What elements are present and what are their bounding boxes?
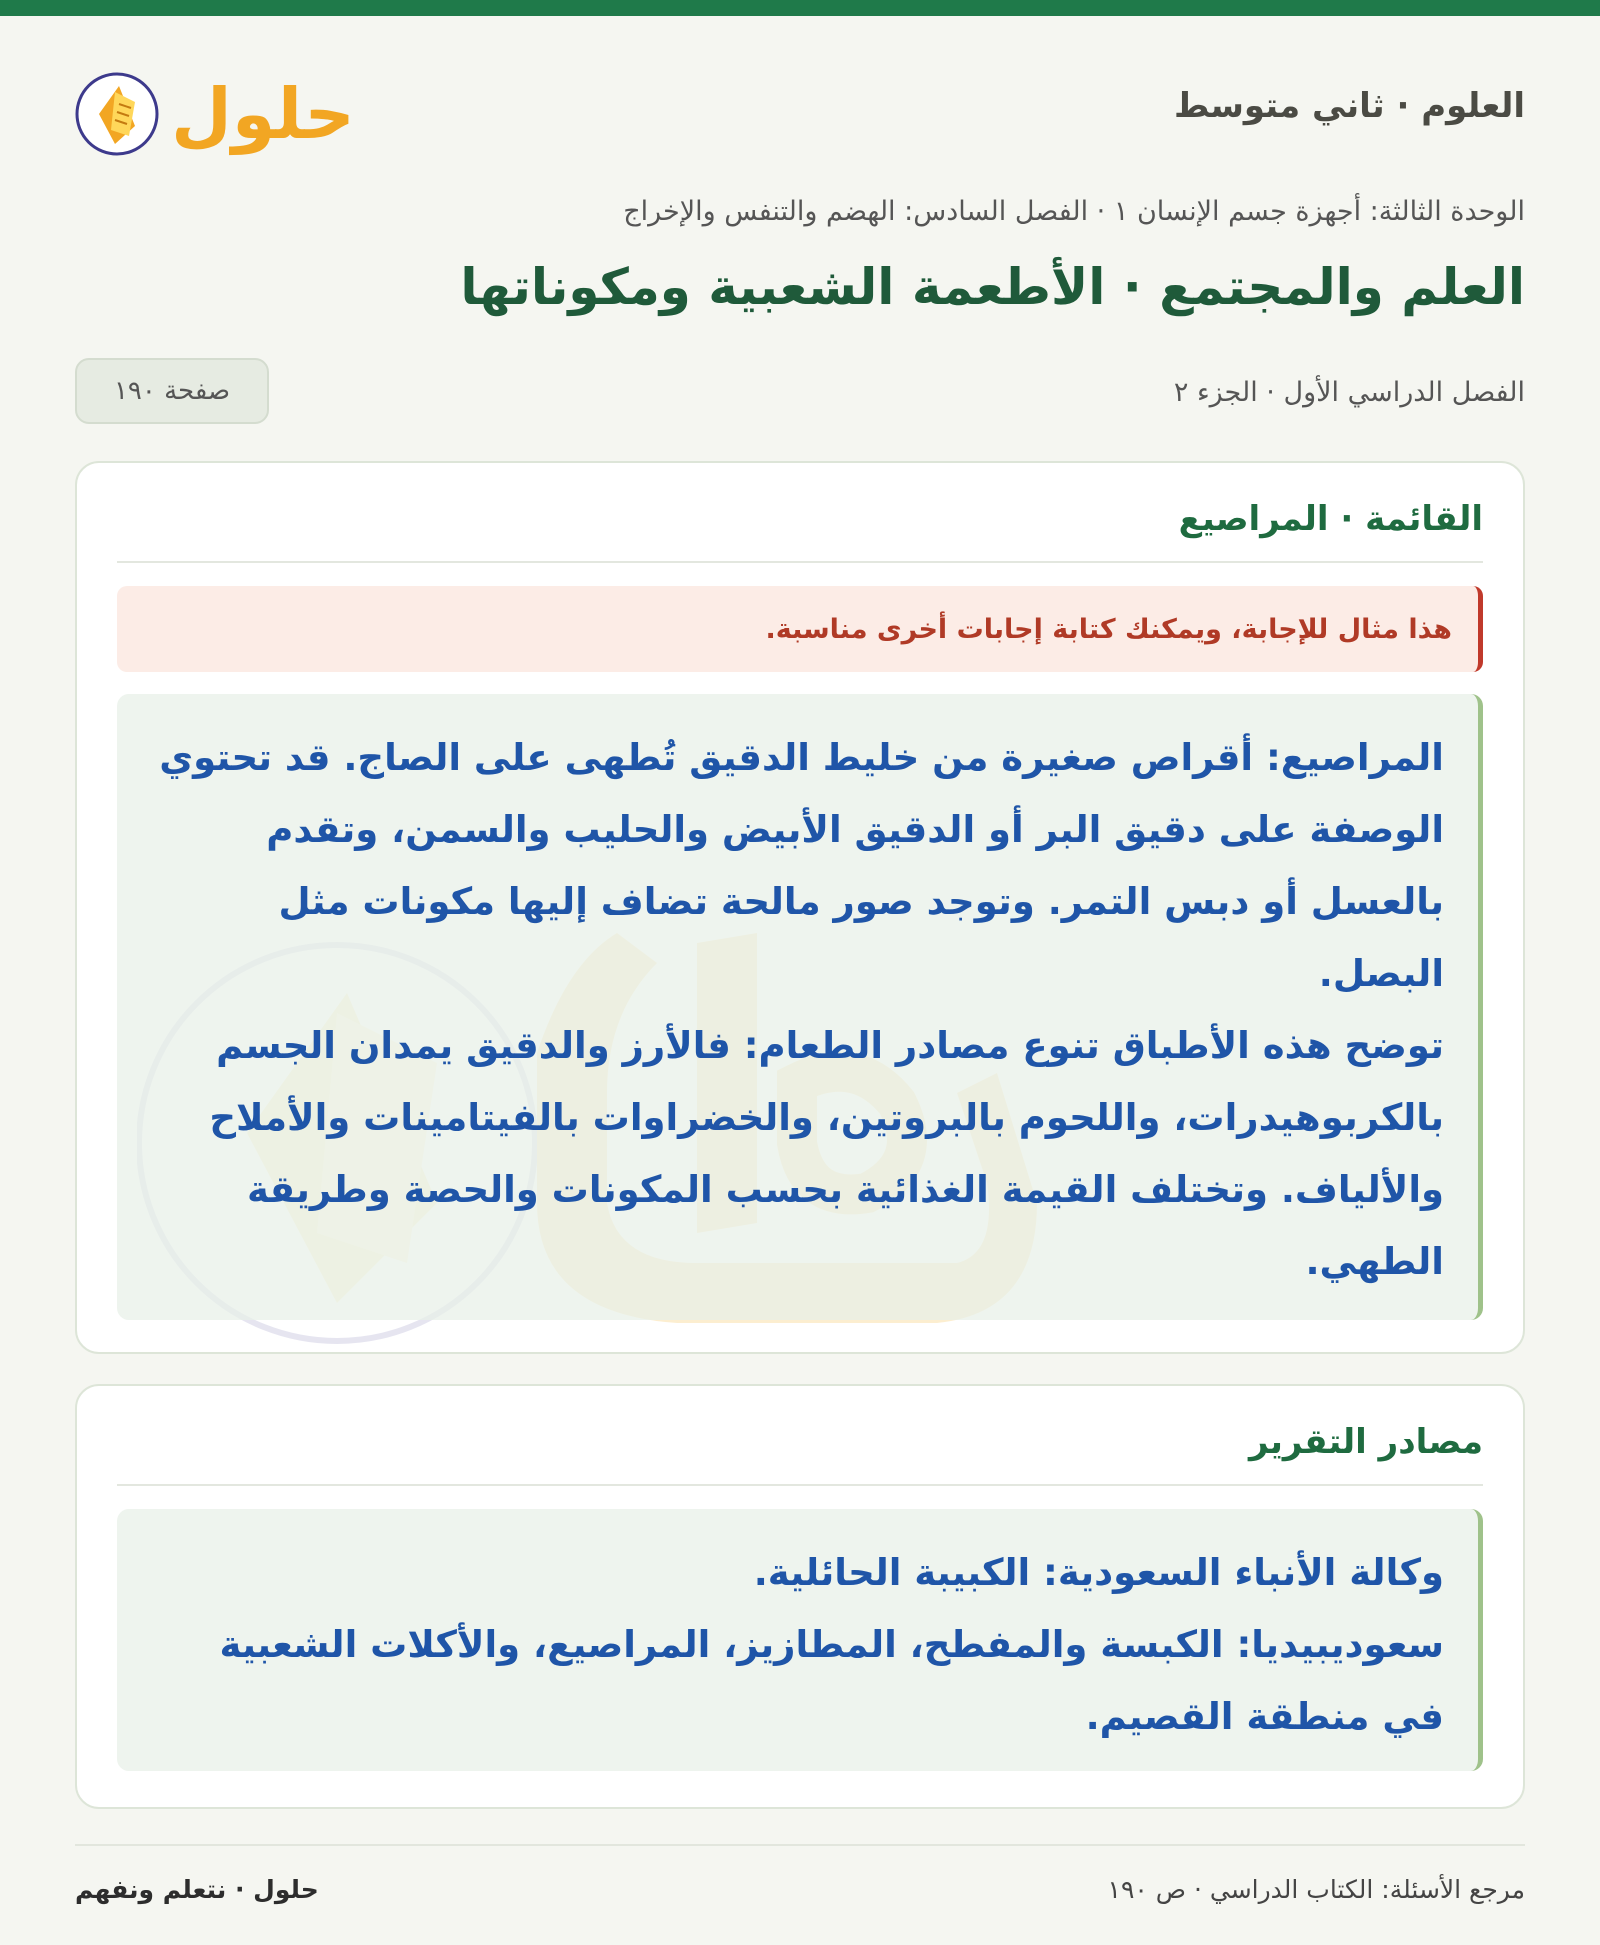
sources-box (117, 1509, 1483, 1771)
footer-divider (75, 1844, 1525, 1846)
card-heading: القائمة · المراصيع (117, 499, 1483, 563)
source-item: وكالة الأنباء السعودية: الكبيبة الحائلية. (753, 1551, 1444, 1594)
breadcrumb: الوحدة الثالثة: أجهزة جسم الإنسان ١ · الفصل السادس: الهضم والتنفس والإخراج (623, 196, 1525, 227)
source-item: سعوديبيديا: الكبسة والمفطح، المطازيز، المراصيع، والأكلات الشعبية في منطقة القصيم. (219, 1623, 1444, 1738)
page-header (75, 52, 1525, 162)
footer-brand[interactable]: حلول · نتعلم ونفهم (75, 1875, 319, 1904)
answer-paragraph: توضح هذه الأطباق تنوع مصادر الطعام: فالأرز والدقيق يمدان الجسم بالكربوهيدرات، واللحوم بالبروتين، والخضراوات بالفيتامينات والأملاح والألياف. وتختلف القيمة الغذائية بحسب المكونات والحصة وطريقة الطهي. (209, 1024, 1444, 1283)
sources-card (75, 1384, 1525, 1809)
page-number-badge: صفحة ١٩٠ (75, 358, 269, 424)
page-title: العلم والمجتمع · الأطعمة الشعبية ومكوناتها (460, 258, 1525, 316)
sample-answer-note: هذا مثال للإجابة، ويمكنك كتابة إجابات أخرى مناسبة. (117, 586, 1483, 672)
footer-reference: مرجع الأسئلة: الكتاب الدراسي · ص ١٩٠ (1107, 1875, 1525, 1904)
top-accent-bar (0, 0, 1600, 16)
answer-card-marasee (75, 461, 1525, 1354)
answer-paragraph: المراصيع: أقراص صغيرة من خليط الدقيق تُطهى على الصاج. قد تحتوي الوصفة على دقيق البر أو الدقيق الأبيض والحليب والسمن، وتقدم بالعسل أو دبس التمر. وتوجد صور مالحة تضاف إليها مكونات مثل البصل. (159, 736, 1444, 995)
logo-text: حلول (171, 73, 355, 155)
card-heading: مصادر التقرير (117, 1422, 1483, 1486)
subject-label: العلوم · ثاني متوسط (1174, 86, 1525, 126)
semester-label: الفصل الدراسي الأول · الجزء ٢ (1173, 377, 1525, 408)
hulul-logo[interactable] (75, 52, 355, 162)
answer-box (117, 694, 1483, 1320)
